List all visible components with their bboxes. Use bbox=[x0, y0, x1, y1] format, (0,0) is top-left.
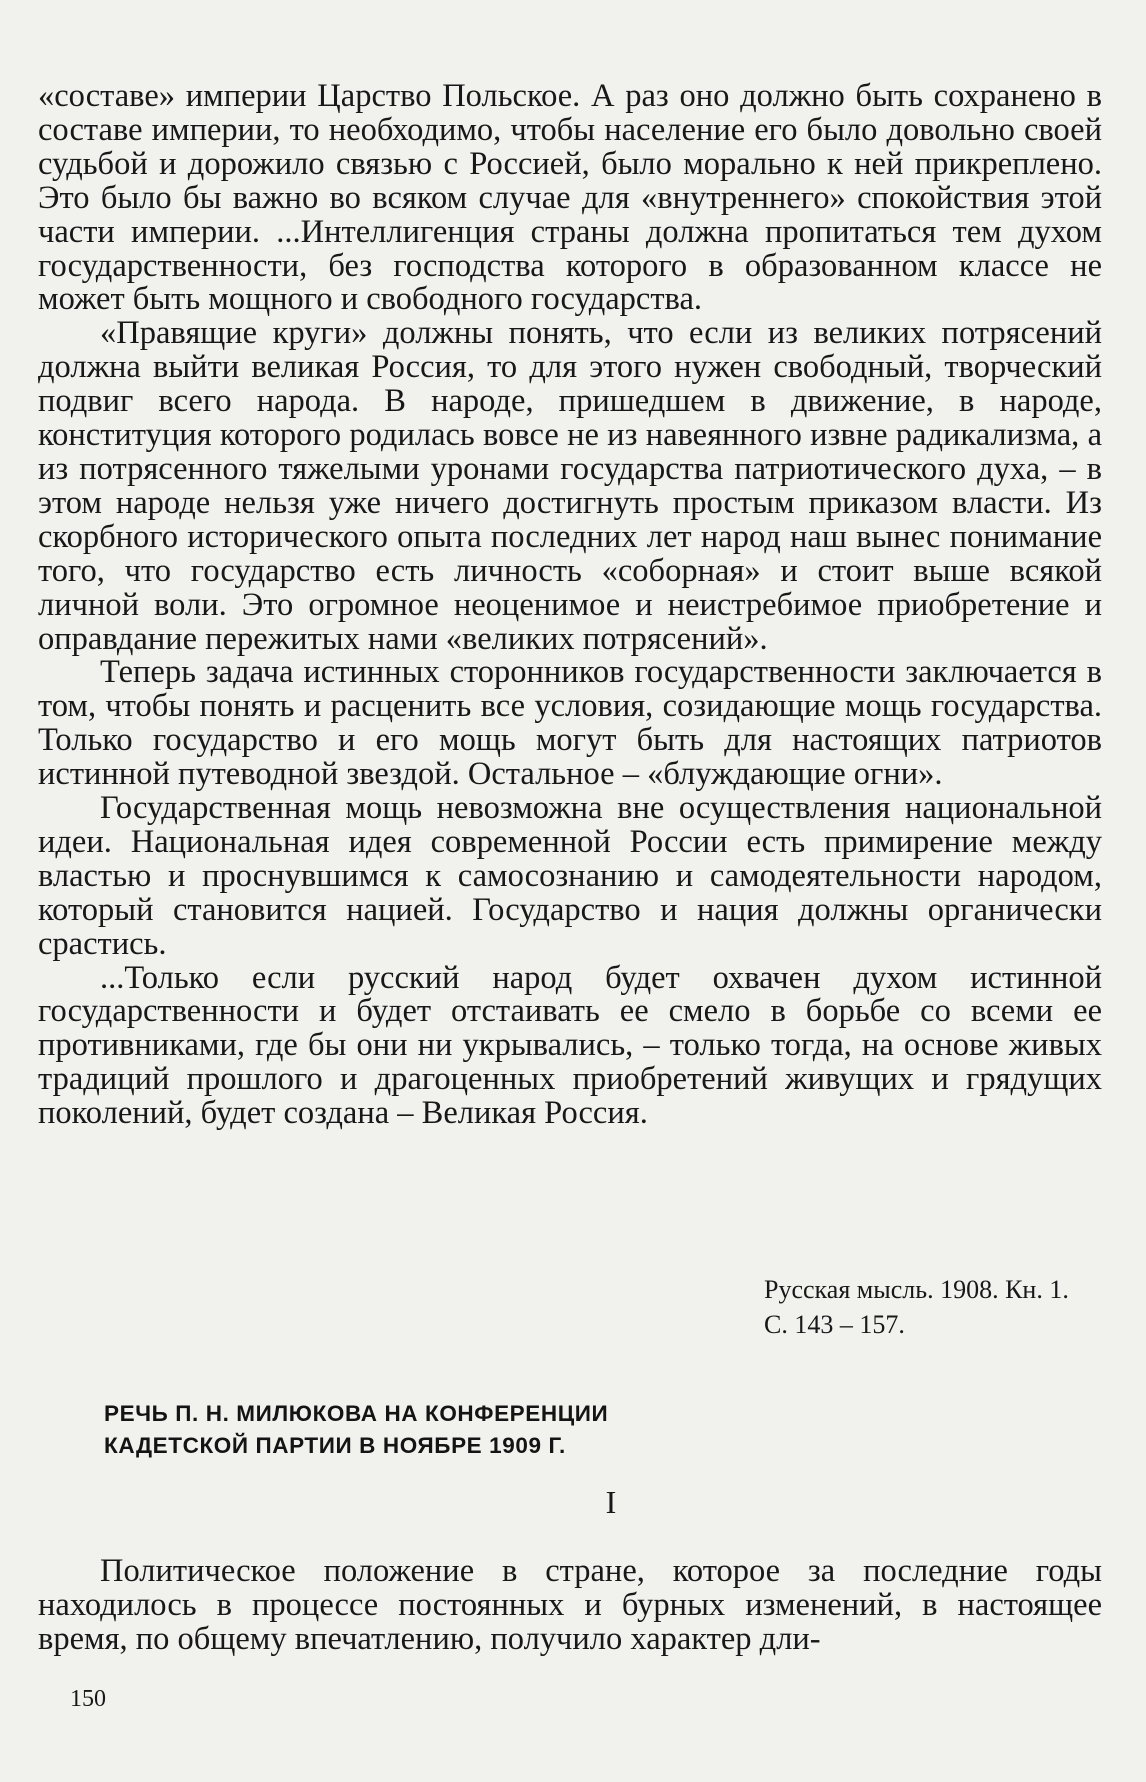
paragraph-1: «составе» империи Царство Польское. А раз оно должно быть сохранено в составе империи, то необходимо, чтобы население его было довольно своей судьбой и дорожило связью с Россией, было морально к ней прикреплено. Это было бы важно во всяком случае для «внутреннего» спокойствия этой части империи. ...Интеллигенция страны должна пропитаться тем духом государственности, без господства которого в образованном классе не может быть мощного и свободного государства. bbox=[38, 78, 1102, 318]
closing-paragraph: Политическое положение в стране, которое за последние годы находилось в процессе постоянных и бурных изменений, в настоящее время, по общему впечатлению, получило характер дли- bbox=[38, 1553, 1102, 1657]
paragraph-5: ...Только если русский народ будет охвачен духом истинной государственности и будет отстаивать ее смело в борьбе со всеми ее противниками, где бы они ни укрывались, – только тогда, на основе живых традиций прошлого и драгоценных приобретений живущих и грядущих поколений, будет создана – Великая Россия. bbox=[38, 959, 1102, 1132]
section-heading-line-2: КАДЕТСКОЙ ПАРТИИ В НОЯБРЕ 1909 Г. bbox=[104, 1433, 566, 1458]
paragraph-4: Государственная мощь невозможна вне осуществления национальной идеи. Национальная идея современной России есть примирение между властью и проснувшимся к самосознанию и самодеятельности народом, который становится нацией. Государство и нация должны органически срастись. bbox=[38, 790, 1102, 962]
source-citation-line-2: С. 143 – 157. bbox=[764, 1310, 905, 1339]
page-number: 150 bbox=[70, 1686, 106, 1712]
source-citation-line-1: Русская мысль. 1908. Кн. 1. bbox=[764, 1275, 1069, 1304]
paragraph-3: Теперь задача истинных сторонников государственности заключается в том, чтобы понять и расценить все условия, созидающие мощь государства. Только государство и его мощь могут быть для настоящих патриотов истинной путеводной звездой. Остальное – «блуждающие огни». bbox=[38, 654, 1102, 793]
main-text-block bbox=[38, 80, 1102, 1131]
section-heading bbox=[104, 1398, 804, 1462]
section-numeral: I bbox=[605, 1484, 617, 1520]
section-heading-line-1: РЕЧЬ П. Н. МИЛЮКОВА НА КОНФЕРЕНЦИИ bbox=[104, 1401, 609, 1426]
source-citation bbox=[764, 1272, 1114, 1342]
paragraph-2: «Правящие круги» должны понять, что если из великих потрясений должна выйти великая Россия, то для этого нужен свободный, творческий подвиг всего народа. В народе, пришедшем в движение, в народе, конституция которого родилась вовсе не из навеянного извне радикализма, а из потрясенного тяжелыми уронами государства патриотического духа, – в этом народе нельзя уже ничего достигнуть простым приказом власти. Из скорбного исторического опыта последних лет народ наш вынес понимание того, что государство есть личность «соборная» и стоит выше всякой личной воли. Это огромное неоценимое и неистребимое приобретение и оправдание пережитых нами «великих потрясений». bbox=[38, 315, 1102, 657]
closing-text-block bbox=[38, 1555, 1102, 1657]
